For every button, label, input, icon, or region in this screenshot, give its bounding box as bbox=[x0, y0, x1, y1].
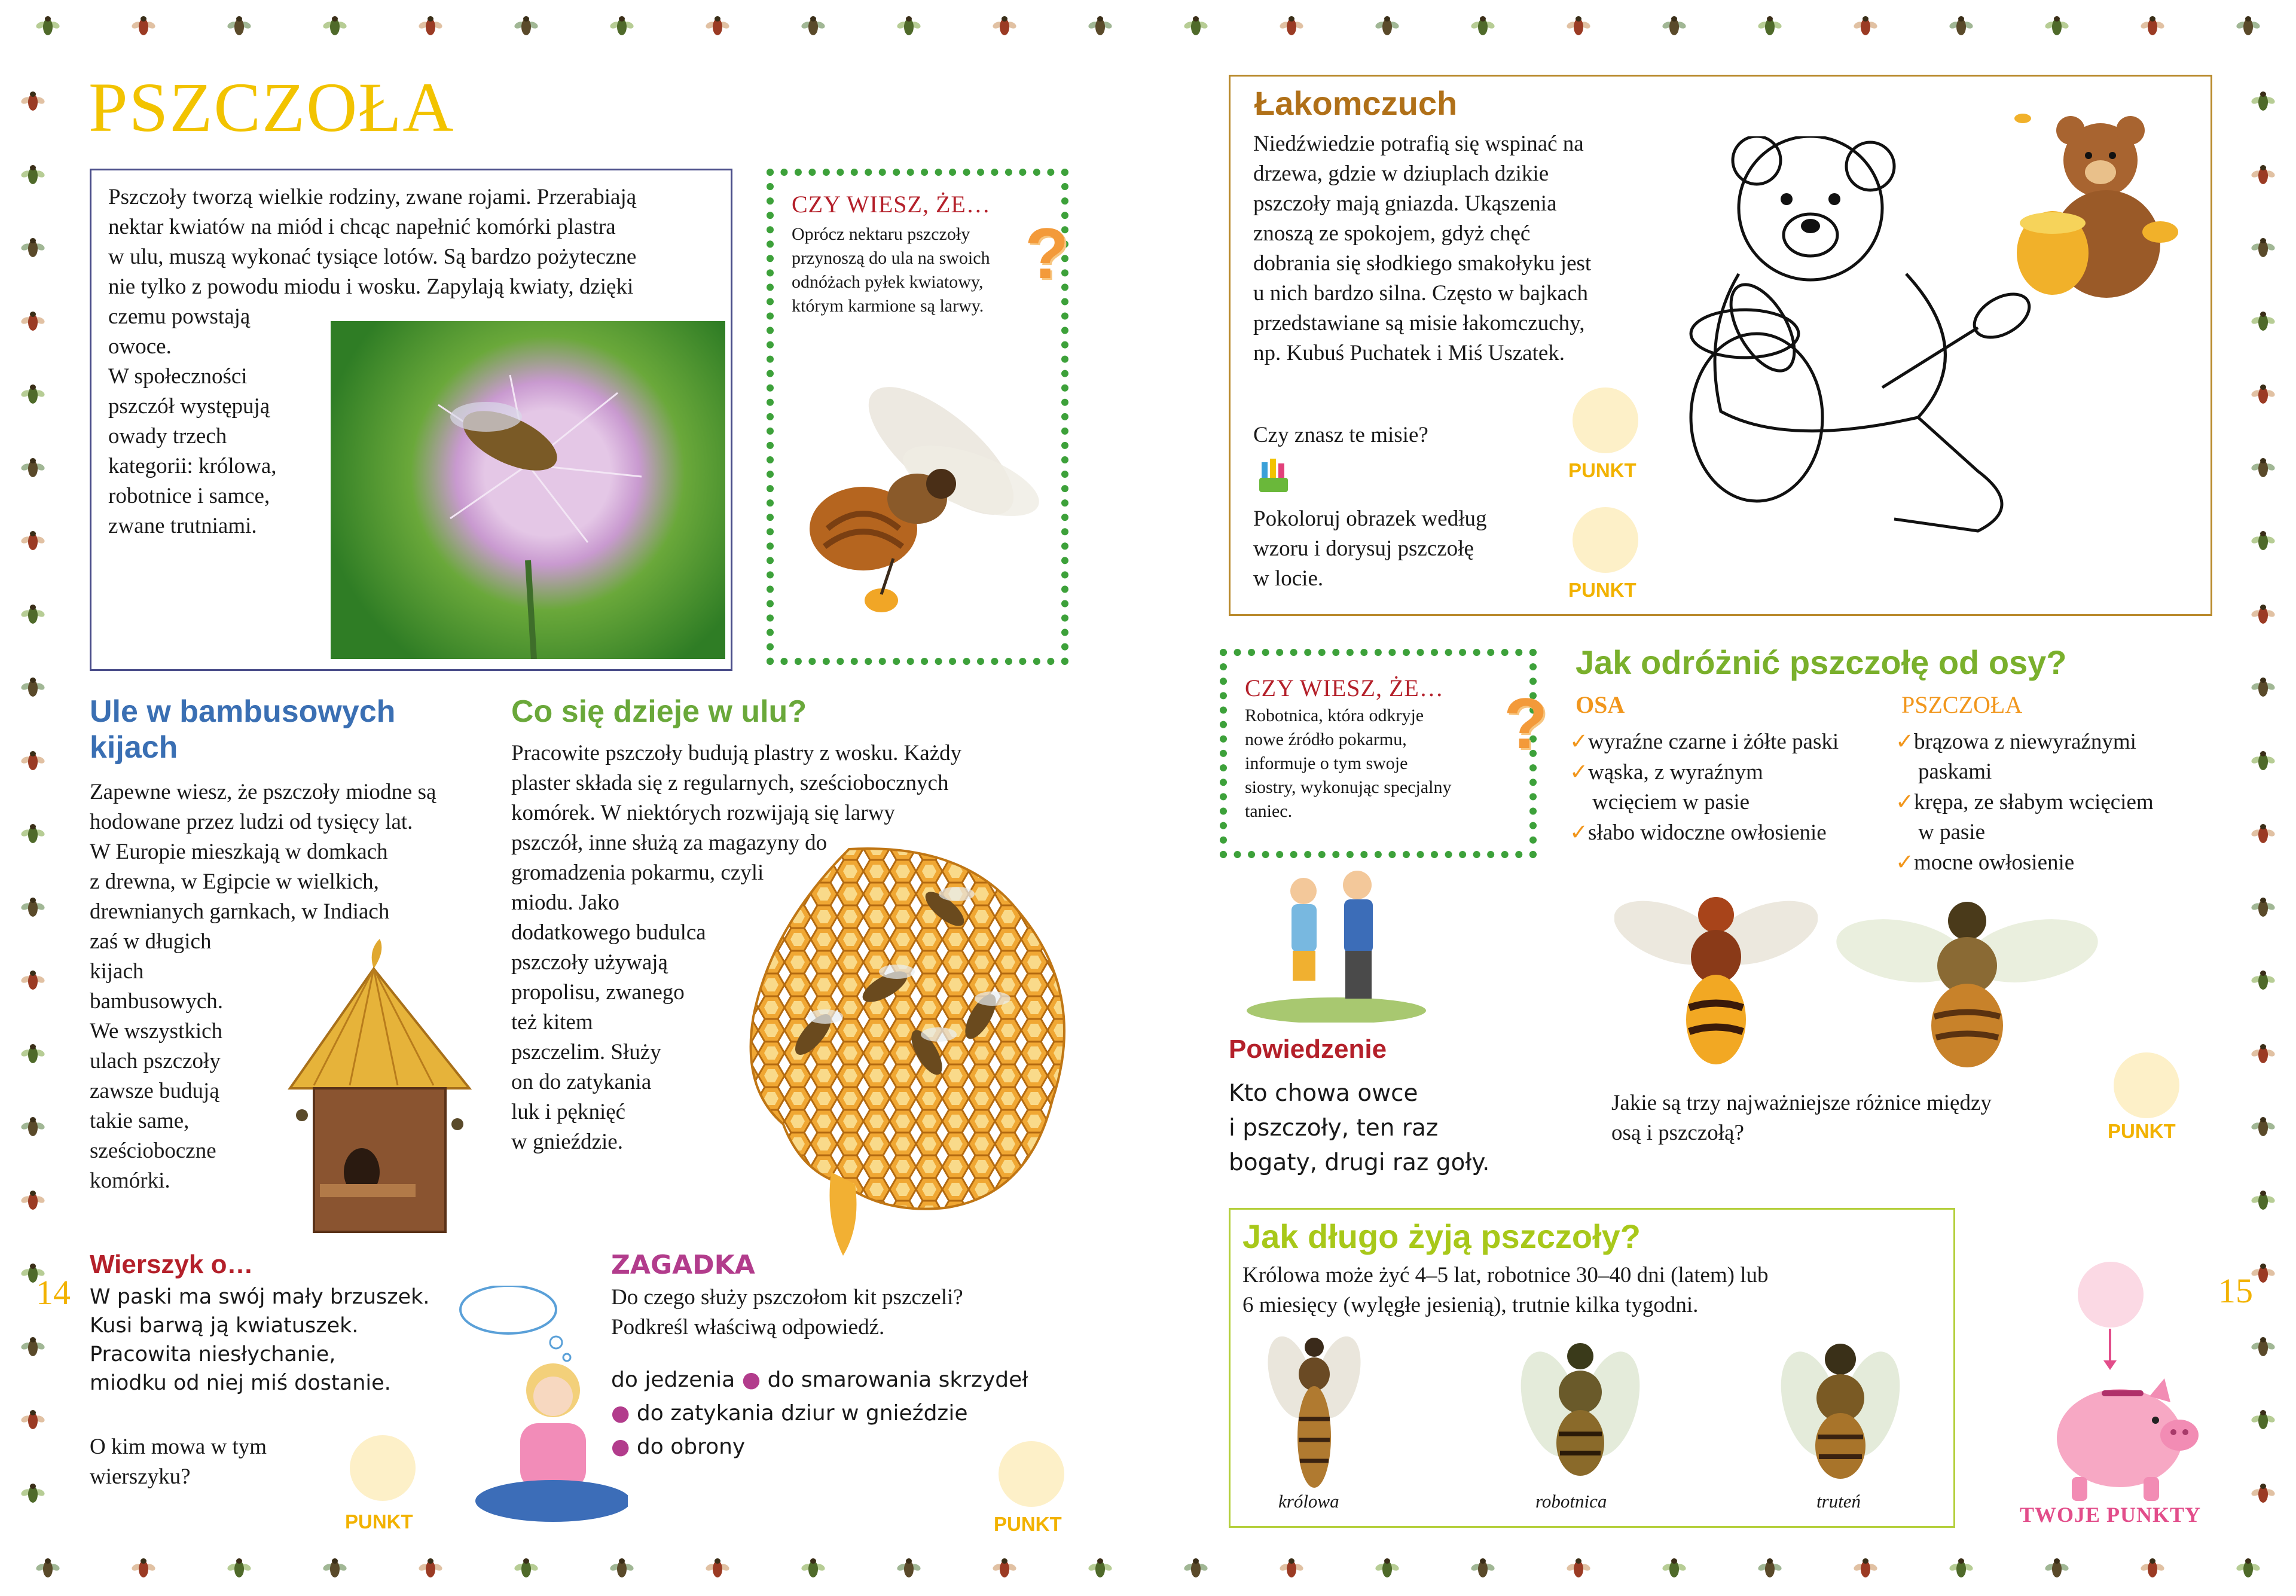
text-line: przedstawiane są misie łakomczuchy, bbox=[1253, 311, 1585, 335]
insect-icon bbox=[417, 16, 444, 38]
queen-bee-illustration bbox=[1266, 1335, 1362, 1491]
punkt-label: PUNKT bbox=[1568, 579, 1636, 601]
punkt-label: PUNKT bbox=[2108, 1120, 2176, 1142]
insect-icon bbox=[991, 16, 1018, 38]
insect-icon bbox=[20, 751, 46, 773]
text-line: O kim mowa w tym bbox=[90, 1435, 267, 1459]
text-line: Niedźwiedzie potrafią się wspinać na bbox=[1253, 132, 1584, 156]
text-line: wzoru i dorysuj pszczołę bbox=[1253, 536, 1474, 561]
text-line: taniec. bbox=[1245, 801, 1293, 821]
insect-icon bbox=[1470, 1558, 1496, 1580]
intro-line: zwane trutniami. bbox=[108, 514, 257, 538]
insect-icon bbox=[20, 824, 46, 846]
intro-line: pszczół występują bbox=[108, 394, 270, 419]
text-line: Podkreśl właściwą odpowiedź. bbox=[611, 1315, 885, 1339]
did-you-know-text bbox=[792, 222, 1007, 318]
insect-icon bbox=[35, 1558, 61, 1580]
text-line: osą i pszczołą? bbox=[1611, 1121, 1744, 1145]
page-number: 15 bbox=[2218, 1271, 2253, 1310]
children-illustration bbox=[1244, 867, 1429, 1023]
piggy-bank-icon bbox=[2036, 1372, 2203, 1504]
pszczola-list bbox=[1895, 727, 2154, 878]
question-mark-icon: ? bbox=[1025, 213, 1069, 294]
text-line: pszczoły mają gniazda. Ukąszenia bbox=[1253, 191, 1557, 216]
text-line: w locie. bbox=[1253, 566, 1324, 591]
punkt-label: PUNKT bbox=[994, 1513, 1062, 1535]
insect-icon bbox=[2250, 384, 2276, 406]
insect-icon bbox=[2250, 1484, 2276, 1505]
bee-on-flower-photo bbox=[331, 321, 725, 659]
insect-icon bbox=[896, 1558, 922, 1580]
text-line: W Europie mieszkają w domkach bbox=[90, 840, 388, 864]
text-line: kijach bbox=[90, 959, 144, 984]
insect-icon bbox=[2250, 312, 2276, 333]
section-heading-powiedzenie: Powiedzenie bbox=[1229, 1034, 1387, 1064]
list-item: ✓słabo widoczne owłosienie bbox=[1570, 819, 1827, 845]
check-icon: ✓ bbox=[1895, 728, 1915, 754]
did-you-know-heading: CZY WIESZ, ŻE… bbox=[1245, 675, 1444, 701]
zagadka-options bbox=[611, 1363, 1028, 1464]
insect-icon bbox=[20, 1337, 46, 1359]
insect-icon bbox=[322, 1558, 348, 1580]
saying-text bbox=[1229, 1076, 1489, 1180]
text-line: Robotnica, która odkryje bbox=[1245, 706, 1424, 725]
text-line: którym karmione są larwy. bbox=[792, 296, 984, 316]
insect-icon bbox=[20, 678, 46, 699]
lifespan-text bbox=[1242, 1261, 1769, 1320]
intro-line: Pszczoły tworzą wielkie rodziny, zwane rojami. Przerabiają bbox=[108, 185, 637, 209]
insect-icon bbox=[20, 1117, 46, 1139]
lakomczuch-box bbox=[1229, 75, 2212, 616]
compare-question bbox=[1611, 1088, 1992, 1148]
insect-icon bbox=[2250, 91, 2276, 113]
wasp-illustration bbox=[1614, 891, 1818, 1070]
insect-icon bbox=[322, 16, 348, 38]
insect-icon bbox=[1661, 1558, 1687, 1580]
poem-line: Kusi barwą ją kwiatuszek. bbox=[90, 1314, 359, 1338]
insect-icon bbox=[1661, 16, 1687, 38]
text-line: komórki. bbox=[90, 1168, 170, 1193]
right-insect-border bbox=[2230, 66, 2296, 1531]
text-line: Pracowite pszczoły budują plastry z wosku. Każdy bbox=[511, 741, 962, 765]
insect-icon bbox=[20, 531, 46, 553]
insect-icon bbox=[609, 1558, 635, 1580]
section-heading-ule bbox=[90, 694, 395, 765]
text-line: on do zatykania bbox=[511, 1070, 652, 1094]
text-line: informuje o tym swoje bbox=[1245, 753, 1408, 773]
text-line: Do czego służy pszczołom kit pszczeli? bbox=[611, 1285, 963, 1310]
intro-line: W społeczności bbox=[108, 364, 248, 389]
intro-line: owoce. bbox=[108, 334, 172, 359]
intro-line: robotnice i samce, bbox=[108, 484, 270, 508]
text-line: We wszystkich bbox=[90, 1019, 223, 1043]
insect-icon bbox=[1852, 1558, 1879, 1580]
top-insect-border bbox=[0, 0, 2296, 54]
bullet-icon: ● bbox=[741, 1368, 761, 1392]
page-number: 14 bbox=[36, 1273, 71, 1312]
text-line: znoszą ze spokojem, gdyż chęć bbox=[1253, 221, 1531, 246]
list-item: ✓mocne owłosienie bbox=[1895, 849, 2075, 875]
list-item: ✓wyraźne czarne i żółte paski bbox=[1570, 728, 1839, 754]
check-icon: ✓ bbox=[1895, 849, 1915, 875]
thinking-girl-illustration bbox=[454, 1286, 628, 1525]
insect-icon bbox=[1183, 1558, 1209, 1580]
intro-line: owady trzech bbox=[108, 424, 227, 448]
arrow-down-icon-head bbox=[2103, 1360, 2117, 1370]
caption-worker: robotnica bbox=[1535, 1491, 1607, 1512]
insect-icon bbox=[20, 458, 46, 480]
insect-icon bbox=[991, 1558, 1018, 1580]
punkt-circle[interactable] bbox=[350, 1435, 416, 1501]
osa-label: OSA bbox=[1576, 691, 1625, 718]
insect-icon bbox=[513, 1558, 539, 1580]
check-icon: ✓ bbox=[1570, 728, 1589, 754]
text-line: siostry, wykonując specjalny bbox=[1245, 777, 1452, 797]
did-you-know-box bbox=[767, 169, 1068, 665]
honeycomb-illustration bbox=[706, 837, 1100, 1268]
insect-icon bbox=[1948, 16, 1974, 38]
insect-icon bbox=[226, 16, 252, 38]
text-line: gromadzenia pokarmu, czyli bbox=[511, 860, 764, 885]
insect-icon bbox=[513, 16, 539, 38]
insect-icon bbox=[1948, 1558, 1974, 1580]
text-line: 6 miesięcy (wylęgłe jesienią), trutnie kilka tygodni. bbox=[1242, 1293, 1699, 1317]
text-line: drzewa, gdzie w dziuplach dzikie bbox=[1253, 161, 1549, 186]
text-line: pszczelim. Służy bbox=[511, 1040, 661, 1064]
punkt-circle[interactable] bbox=[2114, 1052, 2179, 1118]
pszczola-label: PSZCZOŁA bbox=[1901, 691, 2023, 718]
insect-icon bbox=[2250, 1044, 2276, 1066]
total-points-circle[interactable] bbox=[2078, 1262, 2144, 1328]
flying-bee-illustration bbox=[792, 379, 1055, 630]
lifespan-box bbox=[1229, 1208, 1955, 1528]
insect-icon bbox=[1565, 1558, 1592, 1580]
insect-icon bbox=[130, 1558, 157, 1580]
insect-icon bbox=[20, 91, 46, 113]
insect-icon bbox=[2044, 1558, 2070, 1580]
punkt-label: PUNKT bbox=[1568, 459, 1636, 481]
text-line: też kitem bbox=[511, 1010, 593, 1034]
poem-line: Pracowita niesłychanie, bbox=[90, 1342, 336, 1366]
insect-icon bbox=[20, 312, 46, 333]
option-row bbox=[611, 1430, 1028, 1464]
caption-drone: truteń bbox=[1816, 1491, 1861, 1512]
bullet-icon: ● bbox=[611, 1401, 630, 1426]
worker-bee-illustration bbox=[1521, 1338, 1640, 1488]
intro-box bbox=[90, 169, 732, 671]
section-heading-lakomczuch: Łakomczuch bbox=[1254, 84, 1458, 122]
insect-icon bbox=[1374, 1558, 1400, 1580]
bullet-icon: ● bbox=[611, 1435, 630, 1459]
insect-icon bbox=[1852, 16, 1879, 38]
question-mark-icon: ? bbox=[1504, 683, 1548, 764]
insect-icon bbox=[35, 16, 61, 38]
intro-line: czemu powstają bbox=[108, 304, 251, 329]
insect-icon bbox=[20, 384, 46, 406]
insect-icon bbox=[1278, 1558, 1305, 1580]
insect-icon bbox=[704, 1558, 731, 1580]
text-line: pszczół, inne służą za magazyny do bbox=[511, 831, 828, 855]
text-line: z drewna, w Egipcie w wielkich, bbox=[90, 869, 379, 894]
total-points-label: TWOJE PUNKTY bbox=[2020, 1503, 2202, 1527]
section-heading-lifespan: Jak długo żyją pszczoły? bbox=[1242, 1217, 1641, 1255]
osa-list bbox=[1570, 727, 1839, 848]
arrow-down-icon bbox=[2109, 1329, 2111, 1365]
answer-option[interactable]: do zatykania dziur w gnieździe bbox=[636, 1401, 968, 1426]
insect-icon bbox=[2250, 1410, 2276, 1432]
check-icon: ✓ bbox=[1570, 759, 1589, 785]
list-item: ✓krępa, ze słabym wcięciem bbox=[1895, 789, 2154, 814]
lakomczuch-question: Czy znasz te misie? bbox=[1253, 423, 1428, 447]
insect-icon bbox=[2250, 531, 2276, 553]
insect-icon bbox=[704, 16, 731, 38]
insect-icon bbox=[2235, 16, 2261, 38]
answer-option[interactable]: do jedzenia bbox=[611, 1368, 735, 1392]
insect-icon bbox=[2250, 1337, 2276, 1359]
option-row bbox=[611, 1397, 1028, 1430]
answer-option[interactable]: do obrony bbox=[636, 1435, 746, 1459]
honeybee-illustration bbox=[1836, 891, 2099, 1070]
insect-icon bbox=[2250, 824, 2276, 846]
list-item: wcięciem w pasie bbox=[1592, 790, 1750, 814]
insect-icon bbox=[1278, 16, 1305, 38]
text-line: plaster składa się z regularnych, sześciobocznych bbox=[511, 771, 949, 795]
did-you-know-heading: CZY WIESZ, ŻE… bbox=[792, 191, 991, 218]
insect-icon bbox=[130, 16, 157, 38]
text-line: pszczoły używają bbox=[511, 950, 668, 975]
insect-icon bbox=[609, 16, 635, 38]
insect-icon bbox=[20, 238, 46, 260]
insect-icon bbox=[1374, 16, 1400, 38]
poem-question bbox=[90, 1432, 267, 1492]
text-line: odnóżach pyłek kwiatowy, bbox=[792, 272, 984, 292]
list-item: w pasie bbox=[1918, 820, 1985, 844]
insect-icon bbox=[2250, 751, 2276, 773]
section-heading-ul: Co się dzieje w ulu? bbox=[511, 694, 807, 729]
insect-icon bbox=[20, 971, 46, 992]
poem-line: W paski ma swój mały brzuszek. bbox=[90, 1285, 430, 1309]
insect-icon bbox=[2139, 1558, 2166, 1580]
insect-icon bbox=[2250, 1117, 2276, 1139]
insect-icon bbox=[20, 165, 46, 187]
option-row bbox=[611, 1363, 1028, 1397]
intro-line: w ulu, muszą wykonać tysiące lotów. Są bardzo pożyteczne bbox=[108, 245, 637, 269]
insect-icon bbox=[2250, 1264, 2276, 1285]
heading-line: kijach bbox=[90, 730, 178, 765]
text-line: przynoszą do ula na swoich bbox=[792, 248, 990, 268]
text-line: drewnianych garnkach, w Indiach bbox=[90, 899, 390, 924]
coloring-task-text bbox=[1253, 504, 1486, 594]
insect-icon bbox=[2250, 165, 2276, 187]
punkt-circle[interactable] bbox=[1573, 387, 1638, 453]
text-line: w gnieździe. bbox=[511, 1130, 623, 1154]
saying-line: bogaty, drugi raz goły. bbox=[1229, 1149, 1490, 1176]
text-line: Zapewne wiesz, że pszczoły miodne są bbox=[90, 780, 436, 804]
list-item: ✓wąska, z wyraźnym bbox=[1570, 759, 1763, 785]
lakomczuch-text bbox=[1253, 129, 1591, 368]
text-line: dodatkowego budulca bbox=[511, 920, 706, 945]
page-title: PSZCZOŁA bbox=[88, 68, 455, 147]
answer-option[interactable]: do smarowania skrzydeł bbox=[767, 1368, 1028, 1392]
insect-icon bbox=[1087, 1558, 1113, 1580]
insect-icon bbox=[20, 605, 46, 626]
insect-icon bbox=[2250, 1191, 2276, 1212]
text-line: zawsze budują bbox=[90, 1079, 219, 1103]
colored-bear-illustration bbox=[2011, 112, 2196, 310]
bottom-insect-border bbox=[0, 1542, 2296, 1596]
insect-icon bbox=[1565, 16, 1592, 38]
text-line: np. Kubuś Puchatek i Miś Uszatek. bbox=[1253, 341, 1565, 365]
insect-icon bbox=[20, 1410, 46, 1432]
insect-icon bbox=[2250, 605, 2276, 626]
heading-line: Ule w bambusowych bbox=[90, 694, 396, 729]
text-line: Królowa może żyć 4–5 lat, robotnice 30–40 dni (latem) lub bbox=[1242, 1263, 1769, 1287]
intro-line: nie tylko z powodu miodu i wosku. Zapylają kwiaty, dzięki bbox=[108, 274, 634, 299]
insect-icon bbox=[2235, 1558, 2261, 1580]
crayons-icon bbox=[1259, 456, 1289, 492]
insect-icon bbox=[896, 16, 922, 38]
section-heading-zagadka: ZAGADKA bbox=[611, 1250, 755, 1280]
text-line: Jakie są trzy najważniejsze różnice między bbox=[1611, 1091, 1992, 1115]
punkt-circle[interactable] bbox=[1573, 507, 1638, 573]
text-line: takie same, bbox=[90, 1109, 190, 1133]
text-line: miodu. Jako bbox=[511, 890, 619, 915]
text-line: Pokoloruj obrazek według bbox=[1253, 506, 1487, 531]
text-line: propolisu, zwanego bbox=[511, 980, 685, 1005]
check-icon: ✓ bbox=[1570, 819, 1589, 845]
text-line: luk i pęknięć bbox=[511, 1100, 626, 1124]
insect-icon bbox=[2250, 971, 2276, 992]
insect-icon bbox=[1757, 1558, 1783, 1580]
insect-icon bbox=[417, 1558, 444, 1580]
caption-queen: królowa bbox=[1278, 1491, 1339, 1512]
list-item: paskami bbox=[1918, 759, 1992, 784]
intro-line: nektar kwiatów na miód i chcąc napełnić komórki plastra bbox=[108, 215, 616, 239]
text-line: hodowane przez ludzi od tysięcy lat. bbox=[90, 810, 413, 834]
poem-line: miodku od niej miś dostanie. bbox=[90, 1371, 391, 1395]
text-line: komórek. W niektórych rozwijają się larwy bbox=[511, 801, 895, 825]
text-line: zaś w długich bbox=[90, 929, 212, 954]
insect-icon bbox=[20, 1044, 46, 1066]
poem-text bbox=[90, 1283, 430, 1397]
insect-icon bbox=[800, 16, 826, 38]
beehive-illustration bbox=[278, 933, 481, 1238]
drone-bee-illustration bbox=[1781, 1338, 1900, 1488]
punkt-circle[interactable] bbox=[999, 1441, 1064, 1507]
insect-icon bbox=[1470, 16, 1496, 38]
saying-line: Kto chowa owce bbox=[1229, 1080, 1418, 1107]
did-you-know-box bbox=[1220, 649, 1537, 858]
text-line: Oprócz nektaru pszczoły bbox=[792, 224, 970, 244]
intro-line: kategorii: królowa, bbox=[108, 454, 277, 478]
punkt-label: PUNKT bbox=[345, 1510, 413, 1533]
insect-icon bbox=[1757, 16, 1783, 38]
list-item: ✓brązowa z niewyraźnymi bbox=[1895, 728, 2136, 754]
text-line: wierszyku? bbox=[90, 1464, 191, 1489]
insect-icon bbox=[2044, 16, 2070, 38]
insect-icon bbox=[226, 1558, 252, 1580]
text-line: dobrania się słodkiego smakołyku jest bbox=[1253, 251, 1592, 276]
saying-line: i pszczoły, ten raz bbox=[1229, 1115, 1439, 1142]
text-line: sześcioboczne bbox=[90, 1139, 216, 1163]
did-you-know-text bbox=[1245, 704, 1451, 823]
insect-icon bbox=[2250, 238, 2276, 260]
check-icon: ✓ bbox=[1895, 789, 1915, 814]
text-line: ulach pszczoły bbox=[90, 1049, 221, 1073]
text-line: u nich bardzo silna. Często w bajkach bbox=[1253, 281, 1588, 306]
section-heading-compare: Jak odróżnić pszczołę od osy? bbox=[1576, 643, 2067, 681]
insect-icon bbox=[1183, 16, 1209, 38]
section-heading-wierszyk: Wierszyk o… bbox=[90, 1250, 254, 1279]
insect-icon bbox=[20, 898, 46, 919]
insect-icon bbox=[20, 1484, 46, 1505]
insect-icon bbox=[2250, 678, 2276, 699]
insect-icon bbox=[20, 1191, 46, 1212]
text-line: nowe źródło pokarmu, bbox=[1245, 730, 1407, 749]
insect-icon bbox=[800, 1558, 826, 1580]
text-line: bambusowych. bbox=[90, 989, 223, 1014]
insect-icon bbox=[2139, 16, 2166, 38]
zagadka-question bbox=[611, 1283, 963, 1342]
insect-icon bbox=[2250, 898, 2276, 919]
insect-icon bbox=[2250, 458, 2276, 480]
insect-icon bbox=[1087, 16, 1113, 38]
